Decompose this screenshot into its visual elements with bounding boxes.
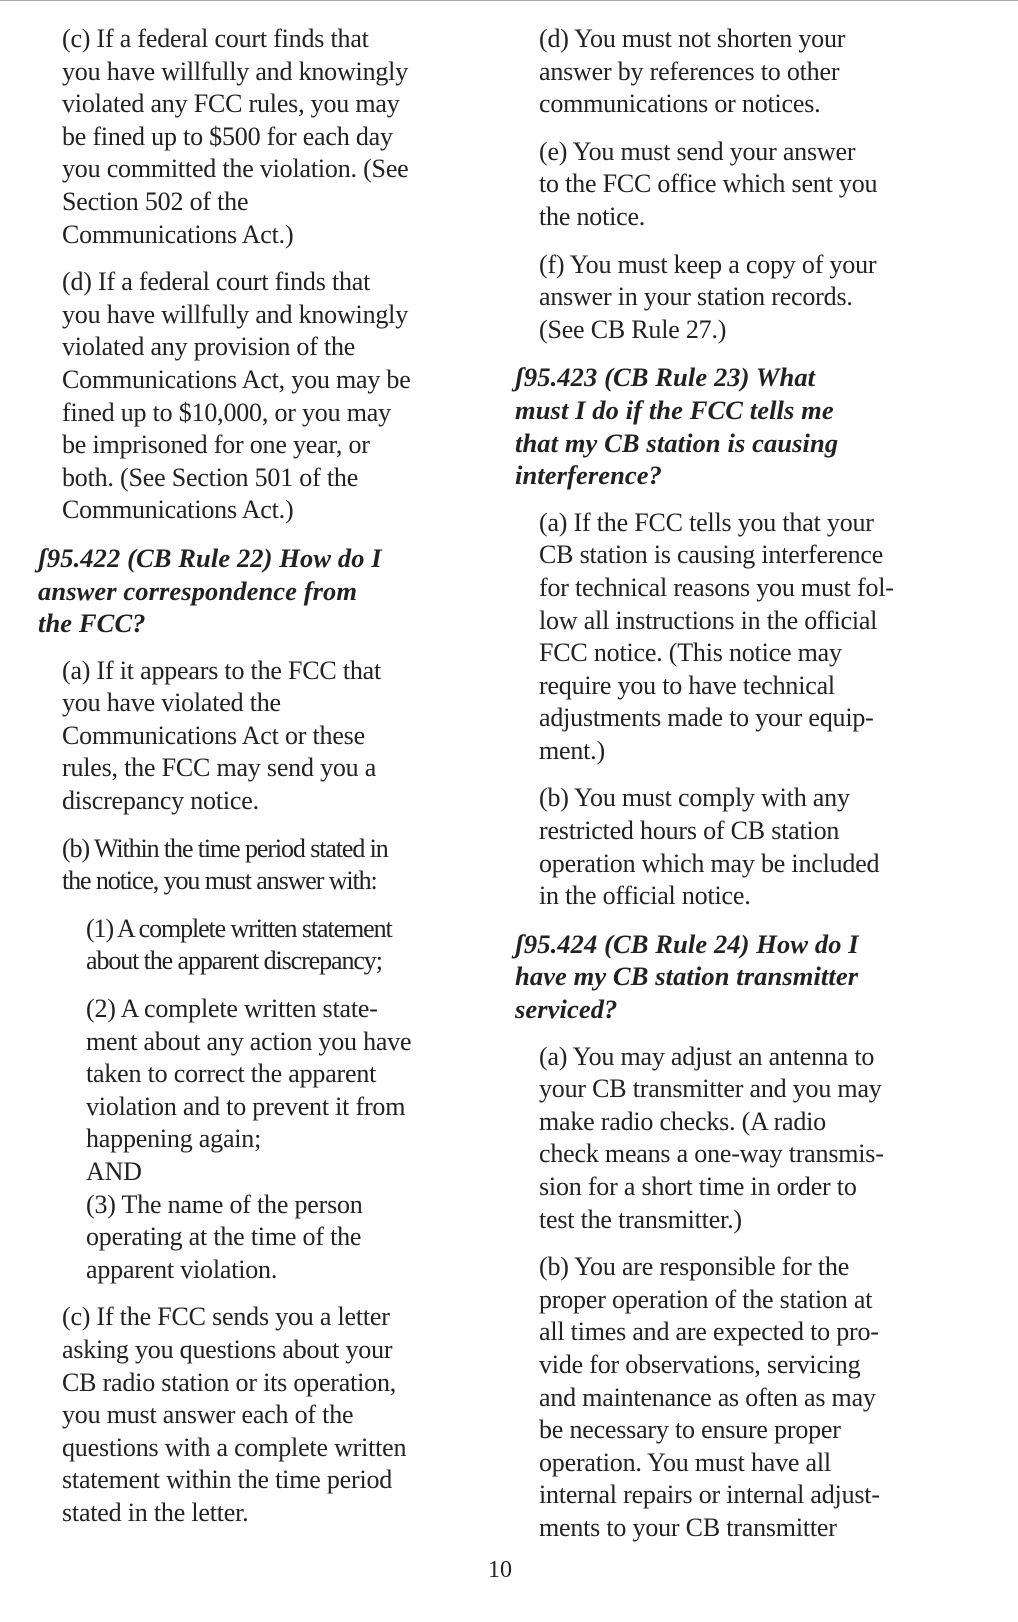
rule-22-heading: ʃ95.422 (CB Rule 22) How do I answer correspondence from the FCC? (38, 542, 382, 639)
paragraph-e-send-answer: (e) You must send your answer to the FCC office which sent you the notice. (539, 136, 878, 231)
sub-item-item-1: (1) A complete written statement about the apparent discrepancy; (86, 913, 392, 976)
page-number: 10 (488, 1557, 512, 1583)
paragraph-f-keep-copy: (f) You must keep a copy of your answer in your station records. (See CB Rule 27.) (539, 249, 877, 344)
paragraph-a-discrepancy: (a) If it appears to the FCC that you have violated the Communications Act or these rules, the FCC may send you a discrepancy notice. (62, 655, 382, 816)
paragraph-a-adjust-antenna: (a) You may adjust an antenna to your CB transmitter and you may make radio checks. (A radio check means a one-way transmis- sion for a short time in order to test the transmitter.) (539, 1041, 884, 1234)
left-column (38, 23, 498, 1545)
paragraph-b-restricted-hours: (b) You must comply with any restricted hours of CB station operation which may be included in the official notice. (539, 783, 880, 911)
paragraph-b-within-time: (b) Within the time period stated in the notice, you must answer with: (62, 833, 388, 896)
rule-23-heading: ʃ95.423 (CB Rule 23) What must I do if the FCC tells me that my CB station is causing interference? (515, 362, 839, 491)
right-column (515, 23, 965, 1560)
rule-24-heading: ʃ95.424 (CB Rule 24) How do I have my CB station transmitter serviced? (515, 928, 859, 1025)
paragraph-a-interference: (a) If the FCC tells you that your CB station is causing interference for technical reasons you must fol- low all instructions in the official FCC notice. (This notice may require you to have technical adjustments made to your equip- ment.) (539, 507, 894, 765)
paragraph-c-letter: (c) If the FCC sends you a letter asking you questions about your CB radio station or its operation, you must answer each of the questions with a complete written statement within the time period stated in the letter. (62, 1302, 407, 1527)
paragraph-d-federal-provision: (d) If a federal court finds that you have willfully and knowingly violated any provision of the Communications Act, you may be fined up to $10,000, or you may be imprisoned for one year, or both. (See Section 501 of the Communications Act.) (62, 267, 411, 525)
sub-item-item-2-3: (2) A complete written state- ment about any action you have taken to correct the apparent violation and to prevent it from happening again; AND (3) The name of the person operating at the time of the apparent violation. (86, 994, 412, 1284)
paragraph-d-not-shorten: (d) You must not shorten your answer by references to other communications or notices. (539, 24, 846, 119)
paragraph-c-federal-fine: (c) If a federal court finds that you have willfully and knowingly violated any FCC rules, you may be fined up to $500 for each day you committed the violation. (See Section 502 of the Communications Act.) (62, 24, 409, 249)
paragraph-b-responsible: (b) You are responsible for the proper operation of the station at all times and are expected to pro- vide for observations, servicing and maintenance as often as may be necessary to ensure proper operation. You must have all internal repairs or internal adjust- ments to your CB transmitter (539, 1252, 880, 1542)
